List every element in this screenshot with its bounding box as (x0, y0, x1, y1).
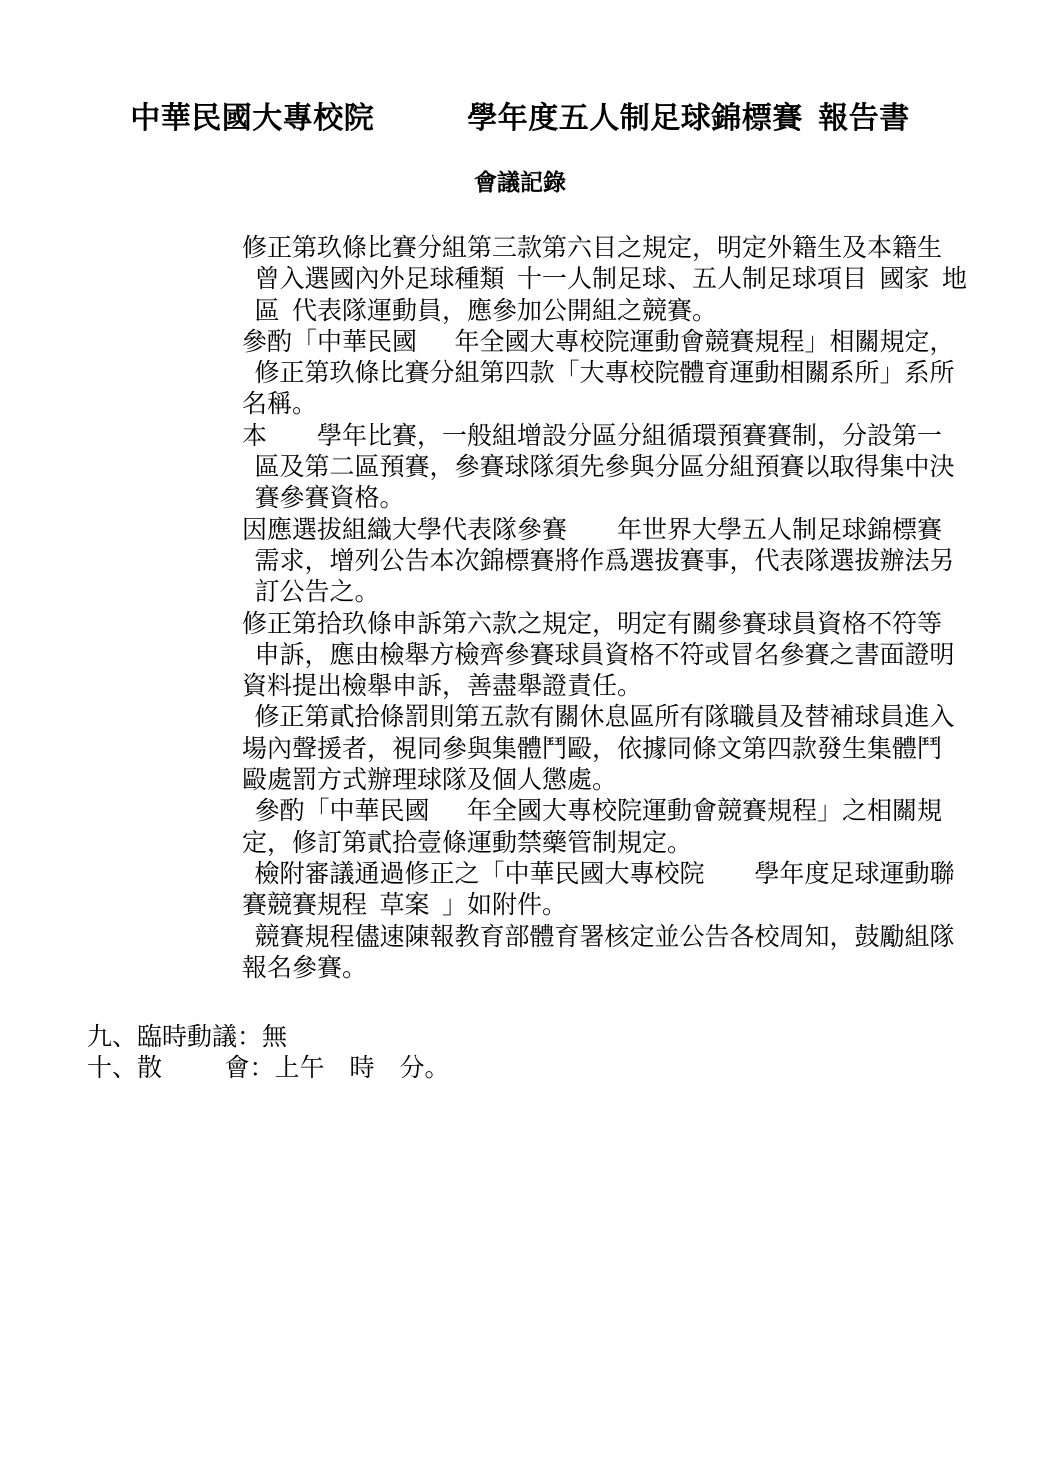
minutes-paragraph (242, 859, 1040, 922)
text-line: 賽競賽規程 草案 」如附件。 (242, 892, 568, 920)
text-line: 修正第玖條比賽分組第三款第六目之規定，明定外籍生及本籍生 (242, 235, 943, 262)
text-line: 本 學年比賽，一般組增設分區分組循環預賽賽制，分設第一 (242, 422, 943, 450)
text-line: 場內聲援者，視同參與集體鬥毆，依據同條文第四款發生集體鬥 (242, 735, 943, 763)
text-line: 訂公告之。 (242, 579, 380, 607)
text-line: 賽參賽資格。 (242, 485, 405, 513)
text-line: 修正第玖條比賽分組第四款「大專校院體育運動相關系所」系所 (242, 360, 955, 388)
text-line: 需求，增列公告本次錦標賽將作爲選拔賽事，代表隊選拔辦法另 (242, 547, 955, 575)
text-line: 報名參賽。 (242, 954, 368, 982)
text-line: 參酌「中華民國 年全國大專校院運動會競賽規程」相關規定， (242, 328, 955, 356)
minutes-paragraph (242, 515, 1040, 609)
text-line: 曾入選國內外足球種類 十一人制足球、五人制足球項目 國家 地 (242, 266, 968, 294)
text-line: 定，修訂第貳拾壹條運動禁藥管制規定。 (242, 829, 693, 857)
minutes-paragraph (242, 609, 1040, 703)
minutes-paragraph (242, 796, 1040, 859)
text-line: 申訴，應由檢舉方檢齊參賽球員資格不符或冒名參賽之書面證明 (242, 641, 955, 669)
text-line: 名稱。 (242, 391, 318, 419)
text-line: 區 代表隊運動員，應參加公開組之競賽。 (242, 297, 718, 325)
text-line: 檢附審議通過修正之「中華民國大專校院 學年度足球運動聯 (242, 860, 955, 888)
closing-item-line: 九、臨時動議：無 (87, 1024, 288, 1052)
text-line: 競賽規程儘速陳報教育部體育署核定並公告各校周知，鼓勵組隊 (242, 923, 955, 951)
section-title-meeting-minutes: 會議記錄 (474, 170, 566, 195)
minutes-paragraph (242, 327, 1040, 421)
minutes-paragraph (242, 702, 1040, 796)
closing-items (87, 1022, 1040, 1085)
text-line: 資料提出檢舉申訴，善盡舉證責任。 (242, 673, 643, 701)
minutes-paragraph (242, 421, 1040, 515)
minutes-body (242, 233, 1040, 984)
page-title: 中華民國大專校院 學年度五人制足球錦標賽 報告書 (130, 102, 910, 135)
text-line: 修正第拾玖條申訴第六款之規定，明定有關參賽球員資格不符等 (242, 610, 943, 638)
text-line: 區及第二區預賽，參賽球隊須先參與分區分組預賽以取得集中決 (242, 454, 955, 482)
text-line: 毆處罰方式辦理球隊及個人懲處。 (242, 767, 618, 795)
minutes-paragraph (242, 233, 1040, 327)
closing-item-line: 十、散 會：上午 時 分。 (87, 1055, 450, 1083)
text-line: 修正第貳拾條罰則第五款有關休息區所有隊職員及替補球員進入 (242, 704, 955, 732)
text-line: 因應選拔組織大學代表隊參賽 年世界大學五人制足球錦標賽 (242, 516, 943, 544)
minutes-paragraph (242, 922, 1040, 985)
text-line: 參酌「中華民國 年全國大專校院運動會競賽規程」之相關規 (242, 798, 943, 826)
